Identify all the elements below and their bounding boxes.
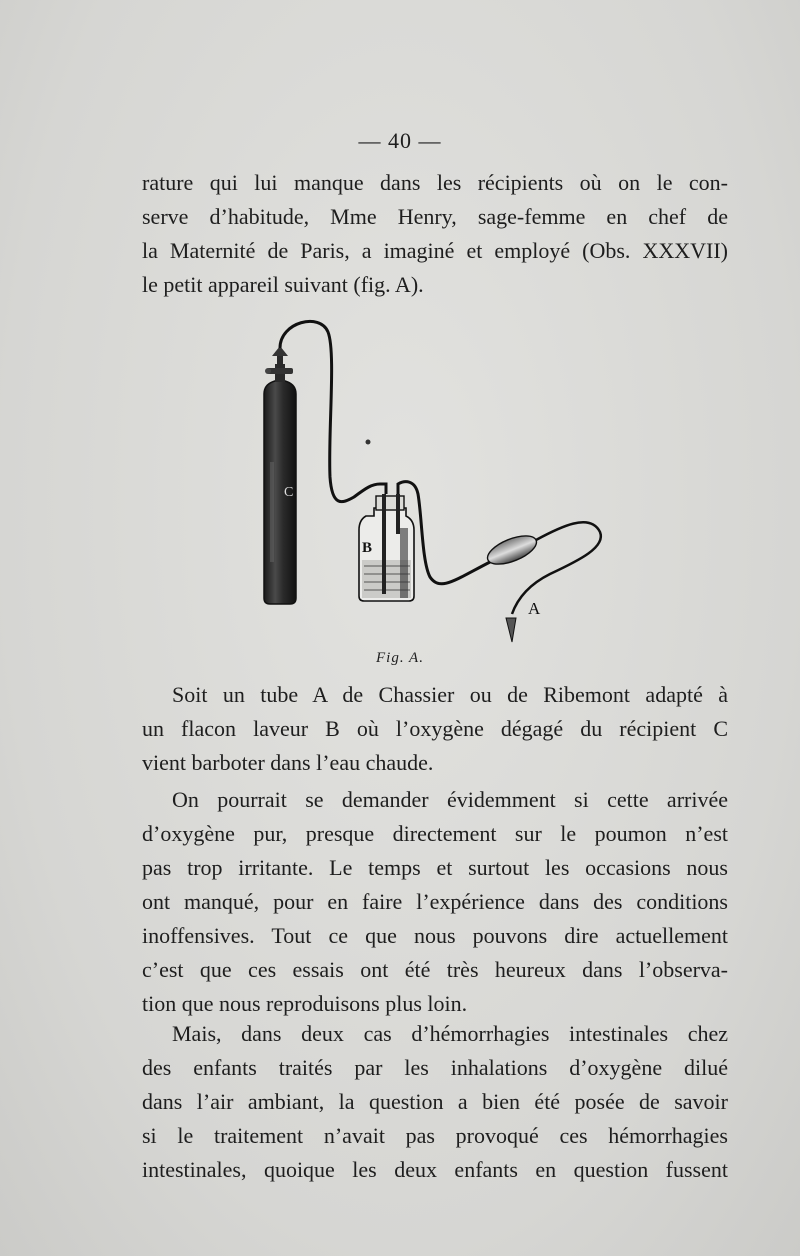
text-line: la Maternité de Paris, a imaginé et employé (Obs. XXXVII): [142, 238, 728, 263]
text-line: un flacon laveur B où l’oxygène dégagé du récipient C: [142, 716, 728, 741]
text-line: rature qui lui manque dans les récipients où on le con-: [142, 170, 728, 195]
text-line: Mais, dans deux cas d’hémorrhagies intestinales chez: [172, 1021, 728, 1046]
intro-paragraph: [142, 166, 728, 302]
oxygen-apparatus-figure: [250, 312, 620, 657]
figure-caption: Fig. A.: [376, 650, 424, 666]
nozzle-tip: [506, 618, 516, 642]
paragraph-2: [142, 783, 728, 1021]
text-line: des enfants traités par les inhalations d’oxygène dilué: [142, 1055, 728, 1080]
text-line: inoffensives. Tout ce que nous pouvons dire actuellement: [142, 923, 728, 948]
text-line: intestinales, quoique les deux enfants en question fussent: [142, 1157, 728, 1182]
label-c: C: [284, 485, 294, 500]
oxygen-cylinder: [264, 346, 296, 604]
text-line: vient barboter dans l’eau chaude.: [142, 750, 434, 775]
text-line: On pourrait se demander évidemment si cette arrivée: [172, 787, 728, 812]
text-line: tion que nous reproduisons plus loin.: [142, 991, 468, 1016]
text-line: serve d’habitude, Mme Henry, sage-femme en chef de: [142, 204, 728, 229]
text-line: le petit appareil suivant (fig. A).: [142, 272, 424, 297]
text-line: pas trop irritante. Le temps et surtout les occasions nous: [142, 855, 728, 880]
paragraph-1: [142, 678, 728, 780]
text-line: si le traitement n’avait pas provoqué ces hémorrhagies: [142, 1123, 728, 1148]
label-b: B: [362, 540, 373, 556]
text-line: d’oxygène pur, presque directement sur le poumon n’est: [142, 821, 728, 846]
page-number: — 40 —: [358, 128, 442, 153]
text-line: ont manqué, pour en faire l’expérience dans des conditions: [142, 889, 728, 914]
rubber-bulb: [484, 530, 540, 570]
text-line: c’est que ces essais ont été très heureux dans l’observa-: [142, 957, 728, 982]
text-line: dans l’air ambiant, la question a bien été posée de savoir: [142, 1089, 728, 1114]
apparatus-illustration: [250, 312, 620, 657]
text-line: Soit un tube A de Chassier ou de Ribemont adapté à: [172, 682, 728, 707]
label-a: A: [528, 599, 541, 618]
paragraph-3: [142, 1017, 728, 1187]
